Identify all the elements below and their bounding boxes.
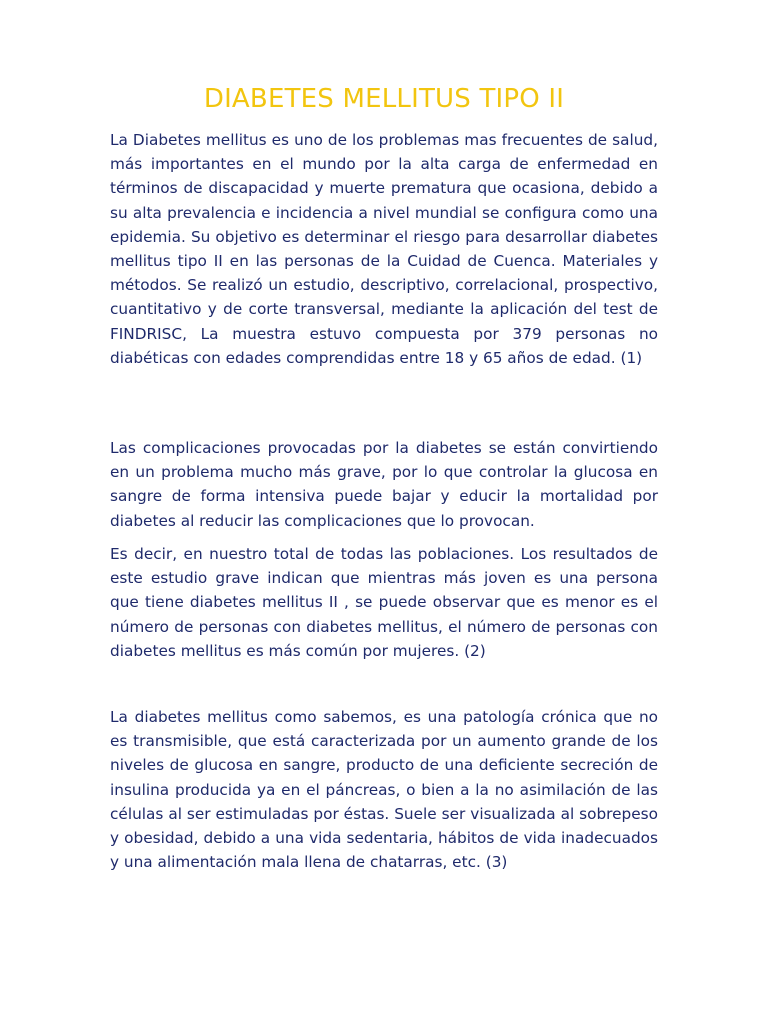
paragraph-3: Es decir, en nuestro total de todas las poblaciones. Los resultados de este estudio grave indican que mientras más joven es una persona que tiene diabetes mellitus II , se puede observar que es menor es el número de personas con diabetes mellitus, el número de personas con diabetes mellitus es más común por mujeres. (2) <box>110 545 658 660</box>
paragraph-1: La Diabetes mellitus es uno de los problemas mas frecuentes de salud, más importantes en el mundo por la alta carga de enfermedad en términos de discapacidad y muerte prematura que ocasiona, debido a su alta prevalencia e incidencia a nivel mundial se configura como una epidemia. Su objetivo es determinar el riesgo para desarrollar diabetes mellitus tipo II en las personas de la Cuidad de Cuenca. Materiales y métodos. Se realizó un estudio, descriptivo, correlacional, prospectivo, cuantitativo y de corte transversal, mediante la aplicación del test de FINDRISC, La muestra estuvo compuesta por 379 personas no diabéticas con edades comprendidas entre 18 y 65 años de edad. (1) <box>110 131 658 367</box>
paragraph-4: La diabetes mellitus como sabemos, es una patología crónica que no es transmisible, que está caracterizada por un aumento grande de los niveles de glucosa en sangre, producto de una deficiente secreción de insulina producida ya en el páncreas, o bien a la no asimilación de las células al ser estimuladas por éstas. Suele ser visualizada al sobrepeso y obesidad, debido a una vida sedentaria, hábitos de vida inadecuados y una alimentación mala llena de chatarras, etc. (3) <box>110 708 658 872</box>
paragraph-2: Las complicaciones provocadas por la diabetes se están convirtiendo en un problema mucho más grave, por lo que controlar la glucosa en sangre de forma intensiva puede bajar y educir la mortalidad por diabetes al reducir las complicaciones que lo provocan. <box>110 439 658 530</box>
document-title: DIABETES MELLITUS TIPO II <box>203 84 565 114</box>
